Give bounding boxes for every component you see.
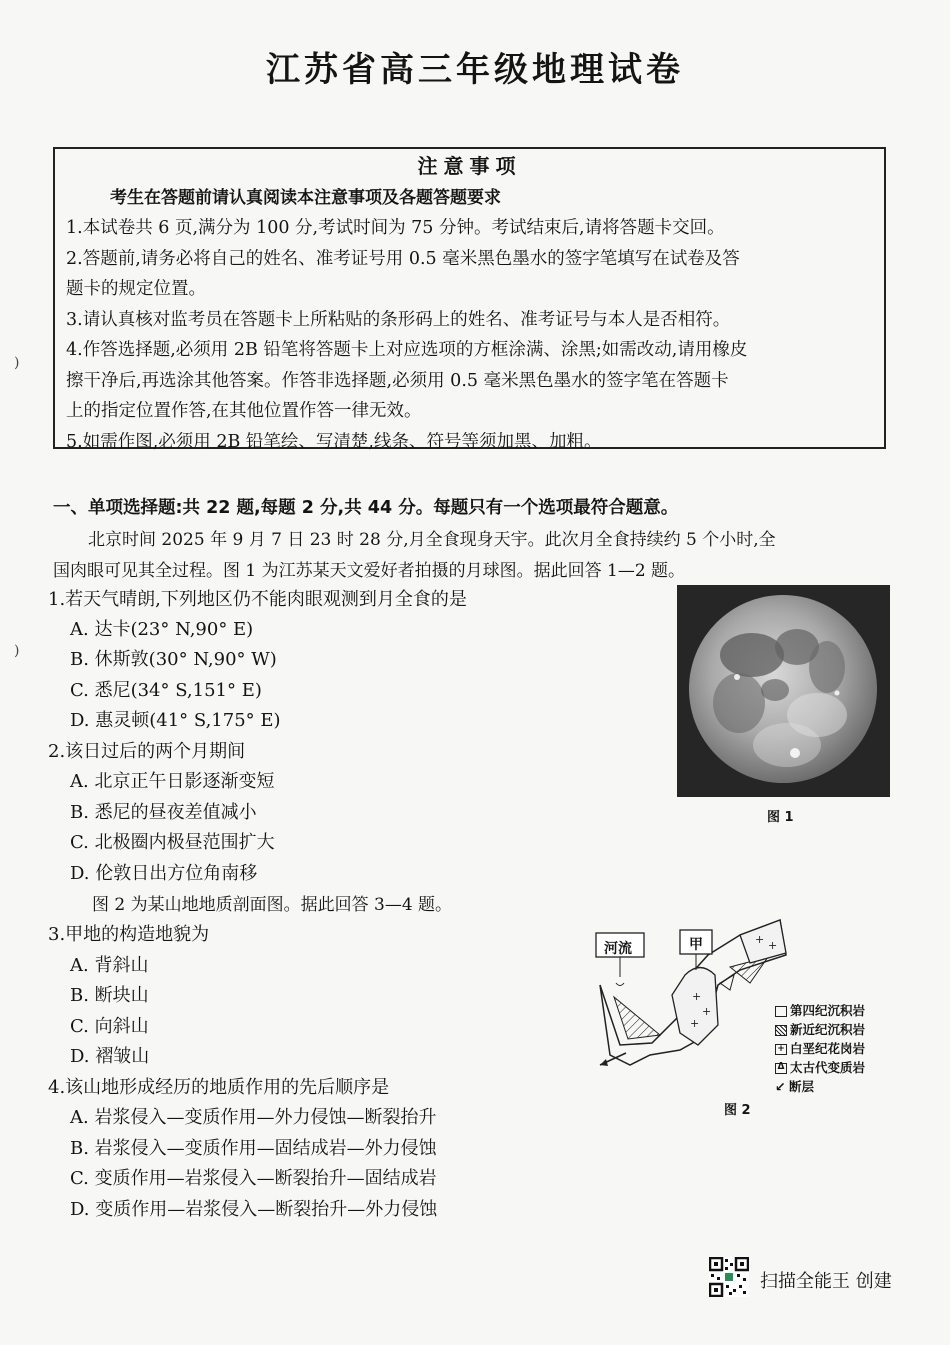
question-3-stem: 3.甲地的构造地貌为 [48,924,210,945]
jia-label: 甲 [689,937,703,953]
geologic-section-diagram [590,915,790,1075]
intro-paragraph: 北京时间 2025 年 9 月 7 日 23 时 28 分,月全食现身天宇。此次月全食持续约 5 个小时,全 [88,530,776,550]
margin-mark: ) [14,643,20,659]
figure-2-caption: 图 2 [724,1103,751,1118]
q1-option-b: B. 休斯敦(30° N,90° W) [70,649,277,670]
q2-option-a: A. 北京正午日影逐渐变短 [70,771,275,792]
svg-text:+: + [768,939,778,952]
legend-neogene: 新近纪沉积岩 [775,1020,865,1038]
legend-swatch-plus: + [775,1044,787,1055]
qr-code-icon [709,1257,749,1297]
q4-option-d: D. 变质作用—岩浆侵入—断裂抬升—外力侵蚀 [70,1199,438,1220]
svg-text:+: + [755,933,765,946]
q2-option-c: C. 北极圈内极昼范围扩大 [70,832,275,853]
legend-fault: ↙ 断层 [775,1079,815,1094]
q3-option-a: A. 背斜山 [70,955,149,976]
q1-option-c: C. 悉尼(34° S,151° E) [70,680,262,701]
q3-option-c: C. 向斜山 [70,1016,149,1037]
question-4-stem: 4.该山地形成经历的地质作用的先后顺序是 [48,1077,390,1098]
scanner-watermark: 扫描全能王 创建 [760,1271,892,1292]
notice-subheading: 考生在答题前请认真阅读本注意事项及各题答题要求 [110,188,501,208]
notice-line: 擦干净后,再选涂其他答案。作答非选择题,必须用 0.5 毫米黑色墨水的签字笔在答题卡 [66,371,729,391]
svg-text:+: + [690,1017,700,1030]
notice-heading: 注意事项 [417,154,522,178]
q3-option-b: B. 断块山 [70,985,149,1006]
legend-quaternary: 第四纪沉积岩 [775,1001,865,1019]
fault-arrow-icon: ↙ [775,1079,786,1094]
legend-swatch-hatched [775,1025,787,1036]
legend-swatch-blank [775,1006,787,1017]
notice-line: 3.请认真核对监考员在答题卡上所粘贴的条形码上的姓名、准考证号与本人是否相符。 [66,310,731,330]
svg-text:+: + [702,1005,712,1018]
svg-text:+: + [692,990,702,1003]
q1-option-a: A. 达卡(23° N,90° E) [70,619,254,640]
q4-option-c: C. 变质作用—岩浆侵入—断裂抬升—固结成岩 [70,1168,437,1189]
q3-option-d: D. 褶皱山 [70,1046,150,1067]
q2-option-d: D. 伦敦日出方位角南移 [70,863,258,884]
q4-option-a: A. 岩浆侵入—变质作用—外力侵蚀—断裂抬升 [70,1107,437,1128]
margin-mark: ) [14,355,20,371]
river-label: 河流 [604,941,632,957]
figure-1-caption: 图 1 [767,810,794,825]
notice-line: 2.答题前,请务必将自己的姓名、准考证号用 0.5 毫米黑色墨水的签字笔填写在试卷及答 [66,249,740,269]
notice-line: 题卡的规定位置。 [66,279,206,299]
q4-option-b: B. 岩浆侵入—变质作用—固结成岩—外力侵蚀 [70,1138,437,1159]
question-2-stem: 2.该日过后的两个月期间 [48,741,246,762]
intro-paragraph: 国肉眼可见其全过程。图 1 为江苏某天文爱好者拍摄的月球图。据此回答 1—2 题。 [53,561,686,581]
moon-photo [677,585,890,797]
notice-line: 1.本试卷共 6 页,满分为 100 分,考试时间为 75 分钟。考试结束后,请将答题卡交回。 [66,218,725,238]
section-heading: 一、单项选择题:共 22 题,每题 2 分,共 44 分。每题只有一个选项最符合题意。 [53,498,679,518]
notice-line: 4.作答选择题,必须用 2B 铅笔将答题卡上对应选项的方框涂满、涂黑;如需改动,请用橡皮 [66,340,748,360]
notice-line: 上的指定位置作答,在其他位置作答一律无效。 [66,401,422,421]
legend-swatch-triangle: ᐃ [775,1063,787,1074]
q2-option-b: B. 悉尼的昼夜差值减小 [70,802,257,823]
legend-metamorphic: ᐃ 太古代变质岩 [775,1058,865,1076]
notice-line: 5.如需作图,必须用 2B 铅笔绘、写清楚,线条、符号等须加黑、加粗。 [66,432,602,452]
q1-option-d: D. 惠灵顿(41° S,175° E) [70,710,281,731]
intro-paragraph: 图 2 为某山地地质剖面图。据此回答 3—4 题。 [92,895,453,915]
page-title: 江苏省高三年级地理试卷 [266,50,684,90]
question-1-stem: 1.若天气晴朗,下列地区仍不能肉眼观测到月全食的是 [48,589,467,610]
legend-granite: + 白垩纪花岗岩 [775,1039,865,1057]
